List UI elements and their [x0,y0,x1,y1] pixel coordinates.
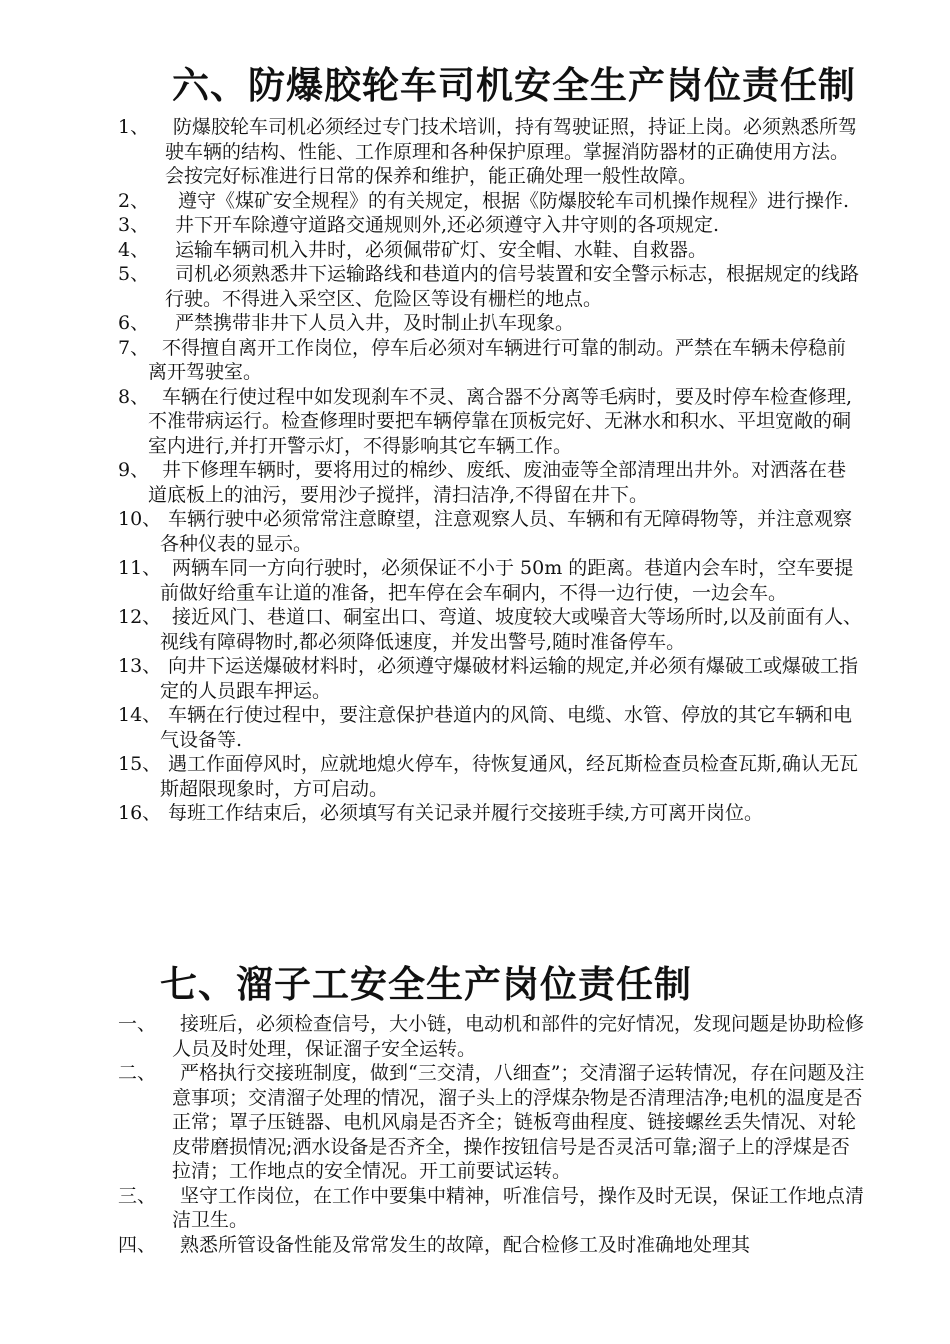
item-text: 严格执行交接班制度，做到“三交清，八细查”；交清溜子运转情况，存在问题及注意事项；交清溜子处理的情况，溜子头上的浮煤杂物是否清理洁净;电机的温度是否正常；罩子压链器、电机风扇是否齐全；链板弯曲程度、链接螺丝丢失情况、对轮皮带磨损情况;洒水设备是否齐全，操作按钮信号是否灵活可靠;溜子上的浮煤是否拉清；工作地点的安全情况。开工前要试运转。 [172,1062,865,1182]
conveyor-duty-list [0,1012,867,1257]
item-text: 车辆行驶中必须常常注意瞭望，注意观察人员、车辆和有无障碍物等，并注意观察各种仪表的显示。 [160,508,853,555]
item-text: 运输车辆司机入井时，必须佩带矿灯、安全帽、水鞋、自救器。 [175,238,708,261]
item-number: 四、 [118,1233,157,1256]
item-text: 向井下运送爆破材料时，必须遵守爆破材料运输的规定,并必须有爆破工或爆破工指定的人员跟车押运。 [160,655,859,702]
list-item [0,507,865,556]
item-number: 11、 [118,557,162,579]
list-item [0,1184,867,1233]
item-text: 司机必须熟悉井下运输路线和巷道内的信号装置和安全警示标志，根据规定的线路行驶。不得进入采空区、危险区等设有栅栏的地点。 [165,263,860,310]
item-text: 遇工作面停风时，应就地熄火停车，待恢复通风，经瓦斯检查员检查瓦斯,确认无瓦斯超限现象时，方可启动。 [160,753,859,800]
item-number: 6、 [118,312,150,334]
list-item [0,654,865,703]
item-text: 车辆在行使过程中如发现刹车不灵、离合器不分离等毛病时，要及时停车检查修理,不准带病运行。检查修理时要把车辆停靠在顶板完好、无淋水和积水、平坦宽敞的硐室内进行,并打开警示灯，不得影响其它车辆工作。 [148,385,853,457]
list-item [0,115,865,189]
list-item [0,189,863,214]
item-number: 16、 [118,802,162,824]
item-text: 每班工作结束后，必须填写有关记录并履行交接班手续,方可离开岗位。 [168,802,764,824]
list-item [0,703,865,752]
item-text: 接近风门、巷道口、硐室出口、弯道、坡度较大或噪音大等场所时,以及前面有人、视线有障碍物时,都必须降低速度，并发出警号,随时准备停车。 [160,606,863,653]
list-item [0,385,863,459]
item-text: 井下修理车辆时，要将用过的棉纱、废纸、废油壶等全部清理出井外。对洒落在巷道底板上的油污，要用沙子搅拌，清扫洁净,不得留在井下。 [148,459,847,506]
list-item [0,605,865,654]
list-item [0,752,865,801]
list-item [0,262,865,311]
section-title-conveyor: 七、溜子工安全生产岗位责任制 [160,963,692,1006]
item-text: 不得擅自离开工作岗位，停车后必须对车辆进行可靠的制动。严禁在车辆未停稳前离开驾驶室。 [148,336,847,383]
item-number: 9、 [118,459,150,481]
item-number: 13、 [118,655,162,677]
item-text: 接班后，必须检查信号，大小链，电动机和部件的完好情况，发现问题是协助检修人员及时处理，保证溜子安全运转。 [172,1013,865,1060]
list-item [0,336,863,385]
list-item [0,1012,867,1061]
list-item [0,801,865,826]
list-item [0,1061,867,1184]
item-number: 5、 [118,263,150,285]
item-number: 3、 [118,214,150,236]
item-text: 井下开车除遵守道路交通规则外,还必须遵守入井守则的各项规定. [175,214,720,236]
item-number: 14、 [118,704,162,726]
item-text: 严禁携带非井下人员入井，及时制止扒车现象。 [175,312,575,334]
item-number: 2、 [118,189,150,212]
item-text: 车辆在行使过程中，要注意保护巷道内的风筒、电缆、水管、停放的其它车辆和电气设备等. [160,704,853,751]
item-number: 二、 [118,1062,157,1084]
item-text: 遵守《煤矿安全规程》的有关规定，根据《防爆胶轮车司机操作规程》进行操作. [178,189,850,212]
item-number: 15、 [118,753,162,775]
driver-duty-list [0,115,865,826]
list-item [0,556,865,605]
item-text: 两辆车同一方向行驶时，必须保证不小于 50m 的距离。巷道内会车时，空车要提前做好给重车让道的准备，把车停在会车硐内，不得一边行使，一边会车。 [160,557,854,604]
item-number: 8、 [118,385,150,408]
section-title-driver: 六、防爆胶轮车司机安全生产岗位责任制 [172,64,856,107]
item-number: 10、 [118,508,162,530]
item-number: 三、 [118,1184,157,1207]
list-item [0,311,865,336]
list-item [0,1233,867,1258]
item-number: 4、 [118,238,150,261]
item-number: 一、 [118,1013,157,1035]
item-text: 熟悉所管设备性能及常常发生的故障，配合检修工及时准确地处理其 [180,1233,751,1256]
item-number: 1、 [118,116,150,138]
item-number: 7、 [118,336,150,359]
list-item [0,238,865,263]
item-text: 坚守工作岗位，在工作中要集中精神，听准信号，操作及时无误，保证工作地点清洁卫生。 [172,1184,865,1231]
list-item [0,458,863,507]
item-number: 12、 [118,606,162,628]
item-text: 防爆胶轮车司机必须经过专门技术培训，持有驾驶证照，持证上岗。必须熟悉所驾驶车辆的结构、性能、工作原理和各种保护原理。掌握消防器材的正确使用方法。会按完好标准进行日常的保养和维护，能正确处理一般性故障。 [165,116,858,187]
list-item [0,213,865,238]
